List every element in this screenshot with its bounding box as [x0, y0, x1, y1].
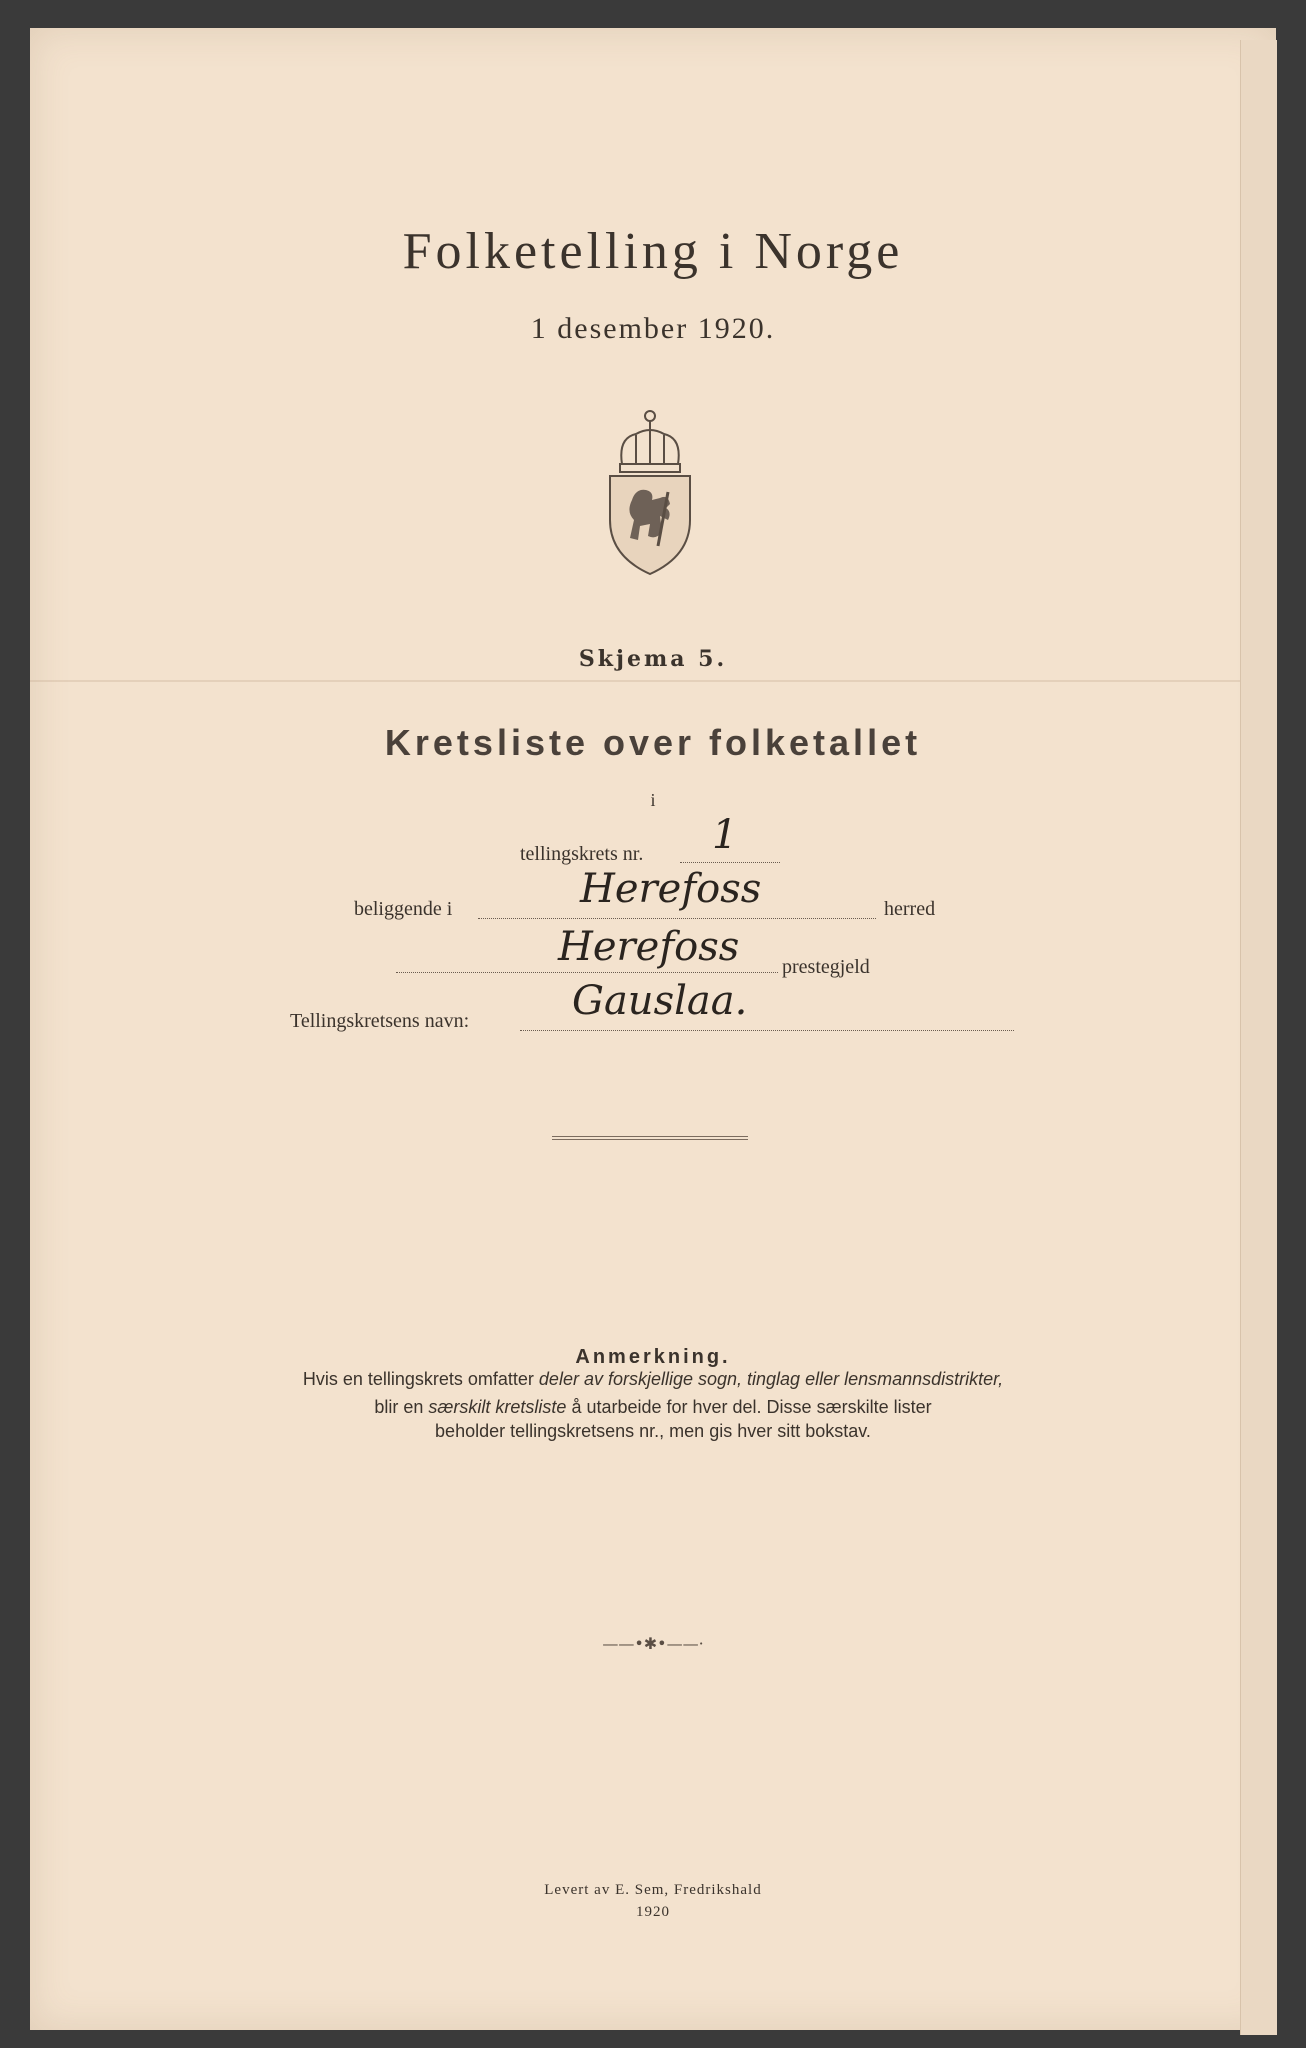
form-heading: Kretsliste over folketallet — [384, 722, 922, 763]
prestegjeld-label: prestegjeld — [782, 956, 870, 978]
kretsnavn-label: Tellingskretsens navn: — [290, 1010, 470, 1032]
prestegjeld-value: Herefoss — [558, 924, 740, 970]
connector-word: i — [650, 790, 656, 810]
kretsnavn-value: Gauslaa. — [572, 978, 748, 1024]
beliggende-label: beliggende i — [354, 898, 453, 920]
note-title: Anmerkning. — [575, 1346, 731, 1368]
norwegian-coat-of-arms-icon — [602, 408, 698, 576]
note-line-2-text-a: blir en — [374, 1397, 429, 1417]
printer-year: 1920 — [636, 1904, 670, 1920]
note-line-2-emphasis: særskilt kretsliste — [428, 1397, 567, 1417]
note-line-3: beholder tellingskretsens nr., men gis hver sitt bokstav. — [435, 1421, 871, 1441]
tellingskrets-value: 1 — [712, 812, 738, 858]
herred-label: herred — [884, 898, 936, 920]
herred-line — [478, 918, 876, 919]
fold-line — [30, 680, 1276, 682]
herred-value: Herefoss — [580, 866, 762, 912]
tellingskrets-line — [680, 862, 780, 863]
document-date: 1 desember 1920. — [530, 312, 776, 345]
document-title: Folketelling i Norge — [402, 223, 904, 280]
printer-credit: Levert av E. Sem, Fredrikshald — [544, 1882, 762, 1898]
ornament-divider-icon: ——•✱•——· — [602, 1634, 704, 1653]
note-line-2-text-c: å utarbeide for hver del. Disse særskilte lister — [566, 1397, 932, 1417]
note-line-1-text: Hvis en tellingskrets omfatter — [302, 1369, 539, 1389]
divider-rule — [552, 1136, 748, 1140]
tellingskrets-label: tellingskrets nr. — [520, 843, 644, 865]
schema-number: Skjema 5. — [578, 646, 728, 672]
note-line-1-emphasis: deler av forskjellige sogn, tinglag eller lensmannsdistrikter, — [538, 1369, 1004, 1389]
note-line-2 — [0, 1396, 1306, 1418]
prestegjeld-line — [396, 972, 778, 973]
note-line-1 — [0, 1368, 1306, 1390]
kretsnavn-line — [520, 1030, 1014, 1031]
